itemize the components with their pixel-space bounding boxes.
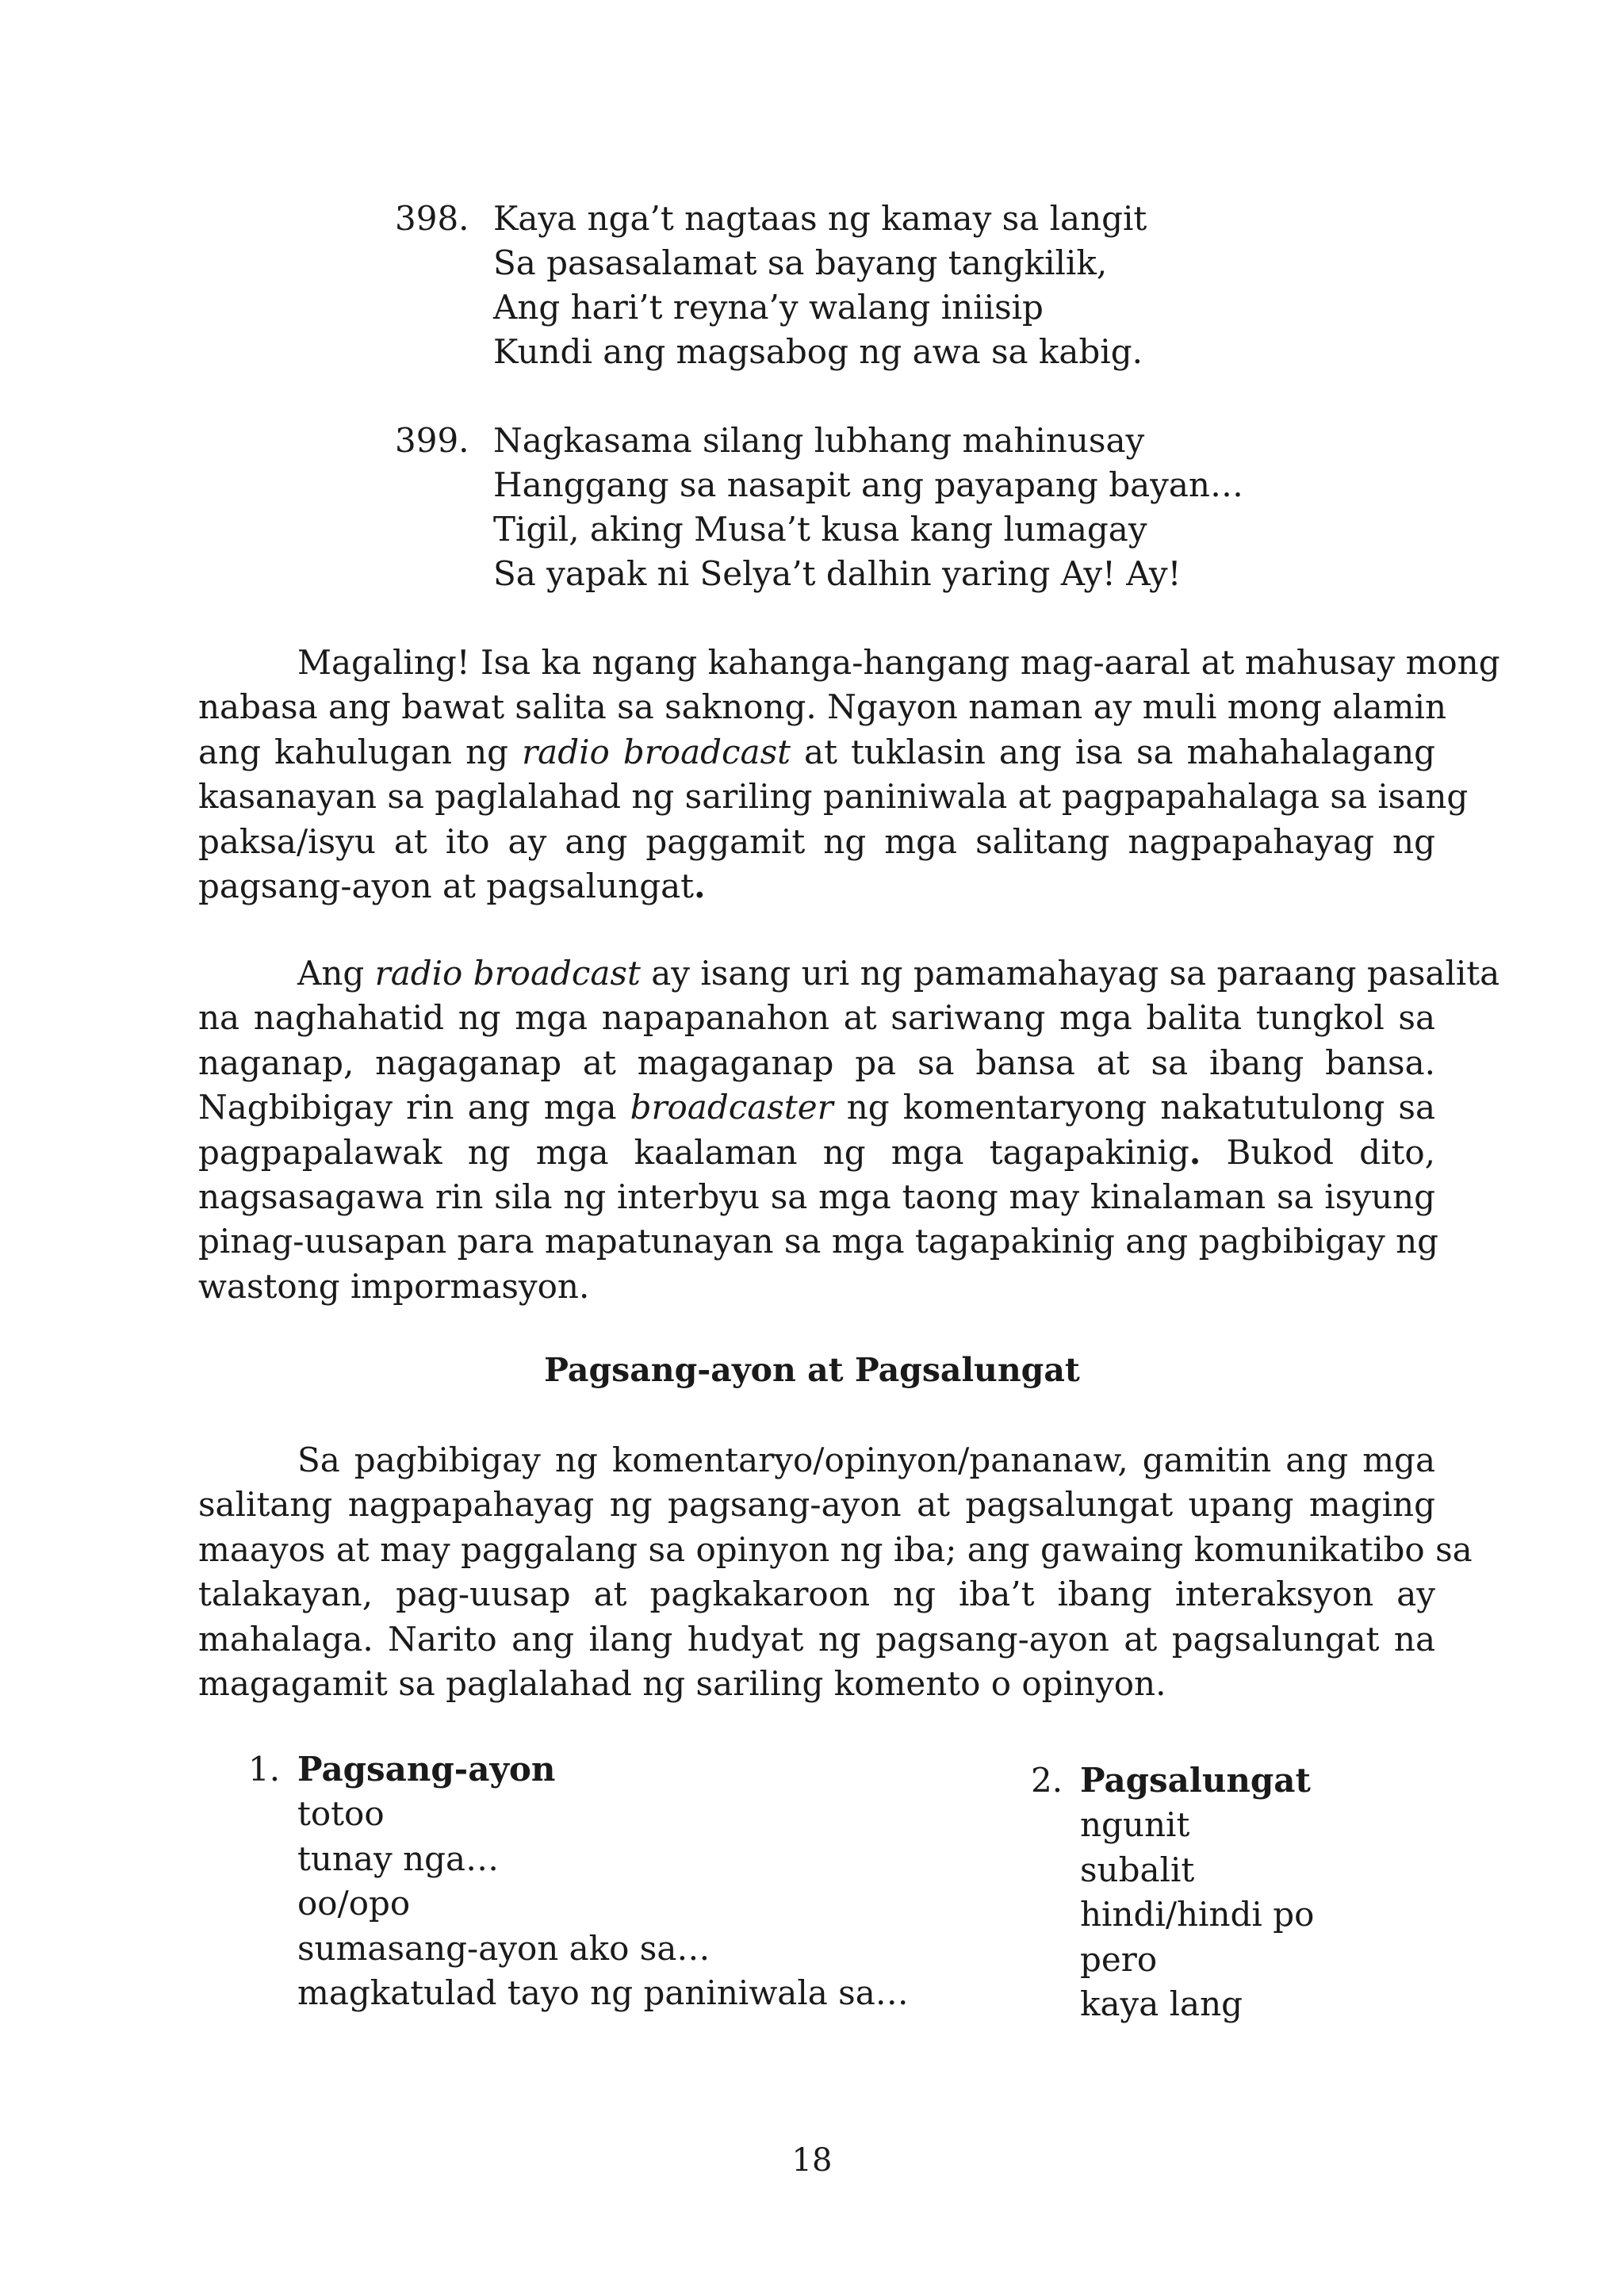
paragraph-line: Ang radio broadcast ay isang uri ng pamamahayag sa paraang pasalita <box>297 954 1500 993</box>
list-number: 2. <box>1031 1761 1063 1800</box>
stanza-line: Sa pasasalamat sa bayang tangkilik, <box>493 243 1108 282</box>
paragraph-guidelines <box>198 1438 1473 1706</box>
paragraph-line: magagamit sa paglalahad ng sariling komento o opinyon. <box>198 1664 1166 1704</box>
paragraph-line: nabasa ang bawat salita sa saknong. Ngayon naman ay muli mong alamin <box>198 687 1446 727</box>
stanza-line: Kaya nga’t nagtaas ng kamay sa langit <box>493 199 1147 238</box>
paragraph-line: wastong impormasyon. <box>198 1266 590 1306</box>
list-item: hindi/hindi po <box>1080 1895 1315 1934</box>
paragraph-radio-broadcast <box>198 951 1500 1309</box>
paragraph-line: kasanayan sa paglalahad ng sariling paniniwala at pagpapahalaga sa isang <box>198 777 1469 817</box>
stanza-lines <box>493 197 1147 374</box>
paragraph-line: na naghahatid ng mga napapanahon at sariwang mga balita tungkol sa <box>198 998 1435 1038</box>
list-item: sumasang-ayon ako sa… <box>297 1928 710 1968</box>
paragraph-line: pagpapalawak ng mga kaalaman ng mga tagapakinig. Bukod dito, <box>198 1132 1435 1172</box>
paragraph-line: pagsang-ayon at pagsalungat. <box>198 867 706 906</box>
list-item: oo/opo <box>297 1884 411 1923</box>
list-item: subalit <box>1080 1850 1195 1889</box>
list-item: kaya lang <box>1080 1984 1243 2024</box>
stanza-line: Sa yapak ni Selya’t dalhin yaring Ay! Ay! <box>493 554 1182 593</box>
paragraph-line: mahalaga. Narito ang ilang hudyat ng pagsang-ayon at pagsalungat na <box>198 1619 1435 1659</box>
page-number: 18 <box>791 2142 833 2179</box>
paragraph-line: Nagbibigay rin ang mga broadcaster ng komentaryong nakatutulong sa <box>198 1088 1436 1127</box>
paragraph-line: Sa pagbibigay ng komentaryo/opinyon/pananaw, gamitin ang mga <box>297 1441 1435 1479</box>
paragraph-line: paksa/isyu at ito ay ang paggamit ng mga salitang nagpapahayag ng <box>198 821 1435 861</box>
list-items <box>1080 1758 1314 2026</box>
paragraph-line: pinag-uusapan para mapatunayan sa mga tagapakinig ang pagbibigay ng <box>198 1222 1439 1261</box>
list-title: Pagsalungat <box>1080 1761 1311 1800</box>
list-item: totoo <box>297 1794 385 1834</box>
list-items <box>297 1747 909 2015</box>
paragraph-line: Magaling! Isa ka ngang kahanga-hangang mag-aaral at mahusay mong <box>297 643 1500 682</box>
paragraph-line: maayos at may paggalang sa opinyon ng iba; ang gawaing komunikatibo sa <box>198 1529 1473 1569</box>
stanza-line: Kundi ang magsabog ng awa sa kabig. <box>493 332 1143 371</box>
paragraph-line: talakayan, pag-uusap at pagkakaroon ng iba’t ibang interaksyon ay <box>198 1575 1435 1614</box>
stanza-lines <box>493 419 1243 596</box>
paragraph-line: salitang nagpapahayag ng pagsang-ayon at pagsalungat upang maging <box>198 1485 1435 1525</box>
stanza-number: 399. <box>395 421 469 460</box>
section-heading: Pagsang-ayon at Pagsalungat <box>544 1351 1080 1389</box>
term-radio-broadcast: radio broadcast <box>374 954 641 993</box>
stanza-number: 398. <box>395 199 469 238</box>
term-radio-broadcast: radio broadcast <box>522 732 791 771</box>
paragraph-line: ang kahulugan ng radio broadcast at tuklasin ang isa sa mahahalagang <box>198 732 1436 771</box>
list-item: pero <box>1080 1939 1158 1979</box>
list-number: 1. <box>248 1750 281 1789</box>
paragraph-line: naganap, nagaganap at magaganap pa sa bansa at sa ibang bansa. <box>198 1043 1435 1082</box>
paragraph-line: nagsasagawa rin sila ng interbyu sa mga taong may kinalaman sa isyung <box>198 1177 1435 1217</box>
paragraph-intro <box>198 641 1500 909</box>
stanza-line: Tigil, aking Musa’t kusa kang lumagay <box>493 510 1147 549</box>
list-item: ngunit <box>1080 1805 1190 1845</box>
list-title: Pagsang-ayon <box>297 1750 556 1789</box>
stanza-line: Nagkasama silang lubhang mahinusay <box>493 421 1145 460</box>
stanza-line: Ang hari’t reyna’y walang iniisip <box>493 288 1044 327</box>
term-broadcaster: broadcaster <box>630 1088 833 1127</box>
stanza-line: Hanggang sa nasapit ang payapang bayan… <box>493 465 1243 504</box>
list-item: tunay nga… <box>297 1839 500 1878</box>
list-item: magkatulad tayo ng paniniwala sa… <box>297 1973 909 2013</box>
